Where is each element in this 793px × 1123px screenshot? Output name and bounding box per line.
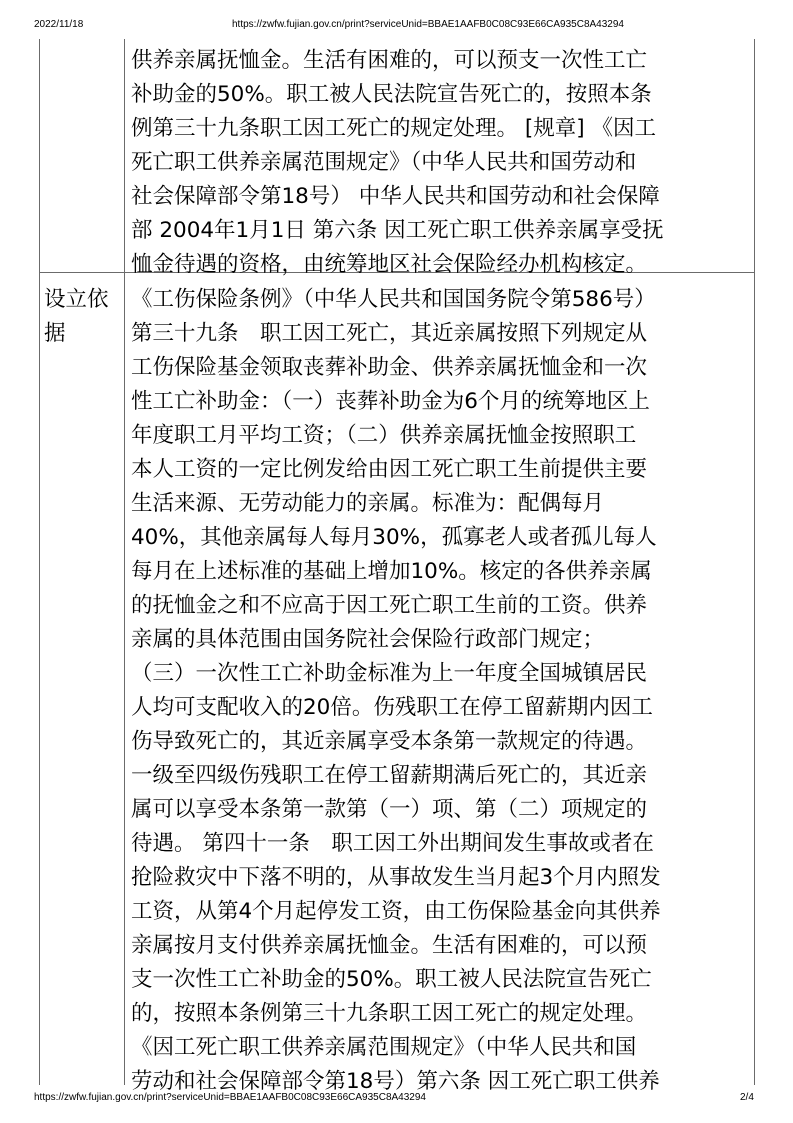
row2-line: 的，按照本条例第三十九条职工因工死亡的规定处理。 (131, 1001, 648, 1026)
row2-line: 第三十九条 职工因工死亡，其近亲属按照下列规定从 (131, 321, 648, 346)
row2-line: 性工亡补助金：（一）丧葬补助金为6个月的统筹地区上 (131, 389, 650, 414)
row1-line: 恤金待遇的资格，由统筹地区社会保险经办机构核定。 (131, 252, 648, 277)
row2-line: 年度职工月平均工资；（二）供养亲属抚恤金按照职工 (131, 423, 637, 448)
row2-value-cell (131, 283, 661, 1099)
row1-line: 供养亲属抚恤金。生活有困难的，可以预支一次性工亡 (131, 48, 648, 73)
row2-line: 生活来源、无劳动能力的亲属。标准为：配偶每月 (131, 491, 605, 516)
print-url-footer: https://zwfw.fujian.gov.cn/print?serviceUnid=BBAE1AAFB0C08C93E66CA935C8A43294 (34, 1092, 426, 1103)
row2-line: 抢险救灾中下落不明的，从事故发生当月起3个月内照发 (131, 865, 661, 890)
row2-line: 人均可支配收入的20倍。伤残职工在停工留薪期内因工 (131, 695, 653, 720)
row1-line: 部 2004年1月1日 第六条 因工死亡职工供养亲属享受抚 (131, 218, 664, 243)
row2-line: 劳动和社会保障部令第18号）第六条 因工死亡职工供养 (131, 1069, 660, 1094)
table-left-border (39, 39, 40, 1085)
row2-line: 40%，其他亲属每人每月30%，孤寡老人或者孤儿每人 (131, 525, 657, 550)
row2-line: 每月在上述标准的基础上增加10%。核定的各供养亲属 (131, 559, 652, 584)
print-url-header: https://zwfw.fujian.gov.cn/print?serviceUnid=BBAE1AAFB0C08C93E66CA935C8A43294 (232, 19, 624, 30)
row2-line: 一级至四级伤残职工在停工留薪期满后死亡的，其近亲 (131, 763, 648, 788)
row1-line: 例第三十九条职工因工死亡的规定处理。 [规章] 《因工 (131, 116, 656, 141)
row2-label-line: 据 (44, 321, 66, 346)
document-table (39, 39, 755, 1094)
table-right-border (754, 39, 755, 1085)
row2-line: 待遇。 第四十一条 职工因工外出期间发生事故或者在 (131, 831, 654, 856)
row1-line: 社会保障部令第18号） 中华人民共和国劳动和社会保障 (131, 184, 660, 209)
row2-line: 亲属按月支付供养亲属抚恤金。生活有困难的，可以预 (131, 933, 648, 958)
row2-line: 工资，从第4个月起停发工资，由工伤保险基金向其供养 (131, 899, 661, 924)
row2-line: 工伤保险基金领取丧葬补助金、供养亲属抚恤金和一次 (131, 355, 648, 380)
row2-label-cell (44, 283, 109, 351)
row2-line: 支一次性工亡补助金的50%。职工被人民法院宣告死亡 (131, 967, 652, 992)
page-number: 2/4 (740, 1092, 754, 1103)
row2-line: 本人工资的一定比例发给由因工死亡职工生前提供主要 (131, 457, 648, 482)
row1-line: 死亡职工供养亲属范围规定》（中华人民共和国劳动和 (131, 150, 637, 175)
row2-label-line: 设立依 (44, 287, 109, 312)
row1-line: 补助金的50%。职工被人民法院宣告死亡的，按照本条 (131, 82, 652, 107)
print-date: 2022/11/18 (34, 19, 84, 30)
row2-line: 伤导致死亡的，其近亲属享受本条第一款规定的待遇。 (131, 729, 648, 754)
row2-line: 《因工死亡职工供养亲属范围规定》（中华人民共和国 (131, 1035, 637, 1060)
row2-line: 的抚恤金之和不应高于因工死亡职工生前的工资。供养 (131, 593, 648, 618)
row2-line: 《工伤保险条例》（中华人民共和国国务院令第586号） (131, 287, 656, 312)
row1-value-cell (131, 44, 664, 282)
table-column-divider (124, 39, 125, 1085)
row2-line: 亲属的具体范围由国务院社会保险行政部门规定； (131, 627, 605, 652)
row2-line: （三）一次性工亡补助金标准为上一年度全国城镇居民 (131, 661, 648, 686)
row2-line: 属可以享受本条第一款第（一）项、第（二）项规定的 (131, 797, 648, 822)
